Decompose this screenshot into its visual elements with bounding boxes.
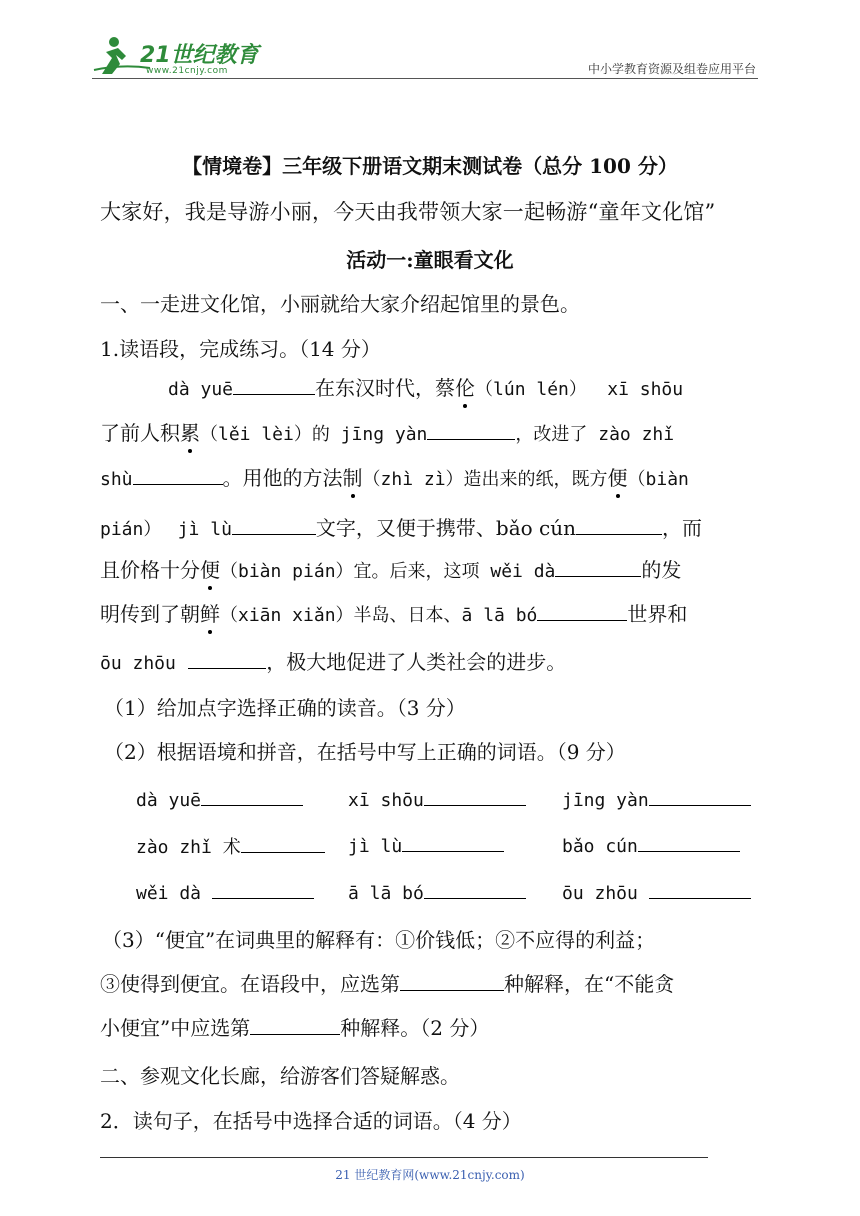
pinyin-options: （biàn pián）宜。后来，这项 wěi dà bbox=[220, 561, 556, 582]
header-slogan: 中小学教育资源及组卷应用平台 bbox=[587, 62, 756, 76]
activity-title: 活动一:童眼看文化 bbox=[346, 248, 514, 272]
dotted-char: 累 bbox=[180, 421, 200, 445]
dotted-char: 伦 bbox=[455, 376, 476, 400]
passage-text: 且价格十分 bbox=[100, 558, 200, 582]
pinyin: jì lù bbox=[177, 519, 232, 540]
passage-text: 。用他的方法 bbox=[222, 466, 343, 490]
question-text: ③使得到便宜。在语段中，应选第 bbox=[100, 972, 400, 996]
answer-blank[interactable] bbox=[424, 880, 526, 899]
pinyin: shù bbox=[100, 469, 133, 490]
sub-question-3: （3）“便宜”在词典里的解释有：①价钱低；②不应得的利益； bbox=[102, 928, 656, 952]
answer-blank[interactable] bbox=[250, 1016, 340, 1035]
answer-blank[interactable] bbox=[424, 787, 526, 806]
answer-blank[interactable] bbox=[576, 516, 662, 535]
answer-blank[interactable] bbox=[638, 833, 740, 852]
passage-text: 的发 bbox=[641, 558, 682, 582]
dotted-char: 鲜 bbox=[200, 602, 220, 626]
question-text: 种解释。（2 分） bbox=[340, 1016, 490, 1040]
pinyin: ，改进了 zào zhǐ bbox=[515, 424, 675, 445]
sub-question-3-line-2 bbox=[100, 970, 674, 998]
grid-item: dà yuē bbox=[136, 787, 303, 811]
intro-text: 大家好，我是导游小丽，今天由我带领大家一起畅游“童年文化馆” bbox=[100, 200, 716, 224]
question-one-title: 1.读语段，完成练习。（14 分） bbox=[100, 337, 381, 361]
answer-blank[interactable] bbox=[188, 650, 266, 669]
passage-line-7 bbox=[100, 648, 566, 678]
answer-blank[interactable] bbox=[649, 880, 751, 899]
question-text: 种解释，在“不能贪 bbox=[504, 972, 675, 996]
answer-blank[interactable] bbox=[400, 972, 504, 991]
pinyin: dà yuē bbox=[168, 379, 234, 400]
passage-text: 了前人积 bbox=[100, 421, 180, 445]
page-title: 【情境卷】三年级下册语文期末测试卷（总分 100 分） bbox=[182, 154, 678, 178]
passage-line-5 bbox=[100, 556, 681, 586]
pinyin: xī shōu bbox=[607, 379, 684, 400]
grid-item: jì lù bbox=[348, 833, 504, 857]
pinyin: ōu zhōu bbox=[100, 653, 176, 674]
answer-blank[interactable] bbox=[212, 880, 314, 899]
question-two-title: 2．读句子，在括号中选择合适的词语。（4 分） bbox=[100, 1109, 522, 1133]
answer-blank[interactable] bbox=[402, 833, 504, 852]
answer-blank[interactable] bbox=[537, 602, 627, 621]
grid-item: xī shōu bbox=[348, 787, 526, 811]
answer-blank[interactable] bbox=[427, 421, 515, 440]
passage-text: 世界和 bbox=[627, 602, 688, 626]
answer-blank[interactable] bbox=[201, 787, 303, 806]
passage-line-2 bbox=[100, 419, 674, 449]
sub-question-1: （1）给加点字选择正确的读音。（3 分） bbox=[104, 696, 466, 720]
grid-item: zào zhǐ 术 bbox=[136, 833, 325, 859]
pinyin-options: （zhì zì）造出来的纸，既方 bbox=[362, 469, 608, 490]
answer-blank[interactable] bbox=[649, 787, 751, 806]
passage-line-1 bbox=[168, 374, 683, 404]
grid-item: ōu zhōu bbox=[562, 880, 751, 904]
section-one-heading: 一、一走进文化馆，小丽就给大家介绍起馆里的景色。 bbox=[100, 292, 580, 316]
footer-divider bbox=[100, 1157, 708, 1158]
dotted-char: 便 bbox=[607, 466, 628, 490]
grid-item: wěi dà bbox=[136, 880, 314, 904]
passage-line-4 bbox=[100, 514, 702, 544]
passage-text: ，极大地促进了人类社会的进步。 bbox=[266, 650, 567, 674]
logo-text: 21世纪教育 bbox=[140, 43, 259, 68]
dotted-char: 便 bbox=[200, 558, 220, 582]
footer-text: 21 世纪教育网(www.21cnjy.com) bbox=[335, 1168, 525, 1182]
site-logo bbox=[92, 34, 262, 78]
dotted-char: 制 bbox=[342, 466, 363, 490]
passage-text: 在东汉时代，蔡 bbox=[315, 376, 456, 400]
grid-item: ā lā bó bbox=[348, 880, 526, 904]
sub-question-3-line-3 bbox=[100, 1014, 489, 1042]
pinyin-options: （xiān xiǎn）半岛、日本、ā lā bó bbox=[220, 605, 538, 626]
answer-blank[interactable] bbox=[232, 516, 316, 535]
passage-text: 明传到了朝 bbox=[100, 602, 200, 626]
header-divider bbox=[92, 78, 758, 79]
answer-blank[interactable] bbox=[233, 376, 315, 395]
answer-blank[interactable] bbox=[555, 558, 641, 577]
passage-text: ，而 bbox=[662, 516, 702, 540]
answer-blank[interactable] bbox=[133, 466, 223, 485]
passage-line-3 bbox=[100, 464, 689, 494]
passage-text: 文字，又便于携带、bǎo cún bbox=[315, 516, 576, 540]
sub-question-2: （2）根据语境和拼音，在括号中写上正确的词语。（9 分） bbox=[104, 740, 626, 764]
question-text: 小便宜”中应选第 bbox=[100, 1016, 251, 1040]
answer-blank[interactable] bbox=[241, 834, 325, 853]
pinyin-options: （lěi lèi）的 jīng yàn bbox=[200, 424, 428, 445]
grid-item: bǎo cún bbox=[562, 833, 740, 857]
logo-url: www.21cnjy.com bbox=[146, 66, 228, 76]
pinyin-options: （lún lén） bbox=[475, 379, 587, 400]
grid-item: jīng yàn bbox=[562, 787, 751, 811]
pinyin-options: pián） bbox=[100, 519, 162, 540]
pinyin-options: （biàn bbox=[627, 469, 689, 490]
section-two-heading: 二、参观文化长廊，给游客们答疑解惑。 bbox=[100, 1064, 460, 1088]
passage-line-6 bbox=[100, 600, 687, 630]
